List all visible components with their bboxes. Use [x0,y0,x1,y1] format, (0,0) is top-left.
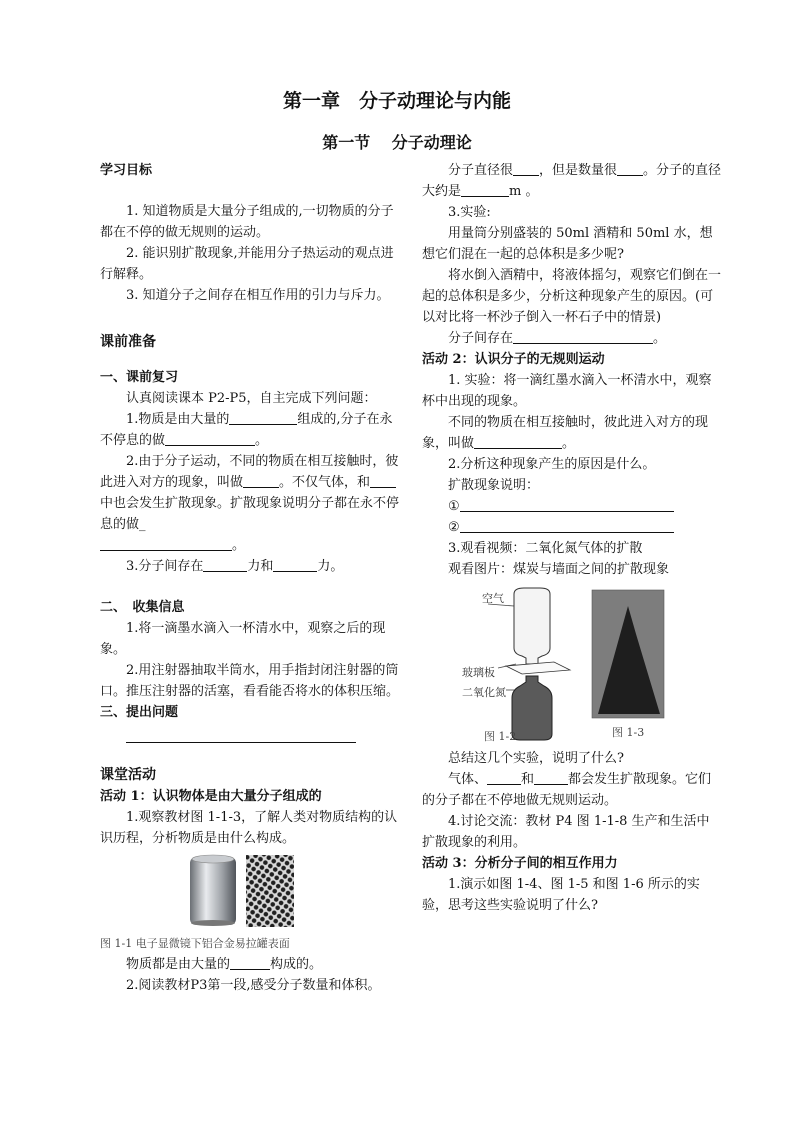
blank[interactable] [100,536,232,551]
activity-1-conclusion [100,954,400,975]
can-and-surface-image [100,853,400,929]
label-no2: 二氧化氮 [462,686,506,699]
label-air: 空气 [482,592,504,605]
activity-1-heading: 活动 1：认识物体是由大量分子组成的 [100,789,322,804]
question-2 [100,451,400,556]
experiment-1: 用量筒分别盛装的 50ml 酒精和 50ml 水，想想它们混在一起的总体积是多少呢? [422,226,713,262]
question-3 [100,556,400,577]
blank[interactable] [487,770,521,785]
goal-1: 1. 知道物质是大量分子组成的,一切物质的分子都在不停的做无规则的运动。 [100,204,394,240]
molecule-size-question [422,160,722,202]
blank[interactable] [461,182,509,197]
activity-2-heading: 活动 2：认识分子的无规则运动 [422,352,605,367]
blank[interactable] [243,473,279,488]
q1-text-a: 1.物质是由大量的 [126,412,230,427]
activity-1-item-2: 2.阅读教材P3第一段,感受分子数量和体积。 [126,978,381,993]
blank[interactable] [474,434,562,449]
right-column [422,160,722,916]
collect-1: 1.将一滴墨水滴入一杯清水中，观察之后的现象。 [100,621,386,657]
can-figure [100,853,400,933]
q3-text-b: 力和 [247,559,274,574]
r1-text-d: m 。 [509,184,539,199]
marker-1: ① [448,499,460,514]
microscope-surface-image [246,855,294,927]
summary-answer [422,769,722,811]
gap-question [422,328,722,349]
conc-text-a: 物质都是由大量的 [126,957,231,972]
section-title: 第一节 分子动理论 [322,133,472,152]
goals-heading: 学习目标 [100,163,153,178]
marker-2-line [422,517,722,538]
q1-text-c: 。 [255,433,269,448]
label-glass-plate: 玻璃板 [462,666,495,679]
goal-3: 3. 知道分子之间存在相互作用的引力与斥力。 [126,288,390,303]
experiment-2: 将水倒入酒精中，将液体摇匀，观察它们倒在一起的总体积是多少，分析这种现象产生的原因。(可以对比将一杯沙子倒入一杯石子中的情景) [422,268,722,325]
figure-1-2-caption: 图 1-2 [484,730,517,743]
sum-text-a: 气体、 [448,772,488,787]
blank[interactable] [534,770,568,785]
act2-text-a: 不同的物质在相互接触时，彼此进入对方的现象，叫做 [422,415,709,451]
activity-2-item-2 [422,412,722,454]
q3-text-a: 3.分子间存在 [126,559,204,574]
r1-text-c: 。分子的直径大约是 [422,163,722,199]
sum-text-c: 都会发生扩散现象。它们的分子都在不停地做无规则运动。 [422,772,712,808]
question-1 [100,409,400,451]
class-heading: 课堂活动 [100,767,156,783]
marker-2: ② [448,520,460,535]
blank[interactable] [460,497,674,512]
ask-heading: 三、提出问题 [100,705,179,720]
q1-text-b: 组成的,分子在永不停息的做 [100,412,393,448]
blank[interactable] [273,557,317,572]
review-intro: 认真阅读课本 P2-P5，自主完成下列问题： [126,391,377,406]
review-heading: 一、课前复习 [100,370,179,385]
figure-1-3-caption: 图 1-3 [612,726,645,739]
activity-2-item-4: 扩散现象说明： [448,478,540,493]
activity-2-item-5: 3.观看视频：二氧化氮气体的扩散 [448,541,643,556]
chapter-title: 第一章 分子动理论与内能 [282,90,511,112]
collect-heading: 二、 收集信息 [100,600,185,615]
goal-2: 2. 能识别扩散现象,并能用分子热运动的观点进行解释。 [100,246,394,282]
conc-text-b: 构成的。 [270,957,323,972]
gap-text-b: 。 [653,331,667,346]
blank[interactable] [370,473,396,488]
blank[interactable] [230,955,270,970]
r1-text-b: ，但是数量很 [539,163,618,178]
activity-2-item-3: 2.分析这种现象产生的原因是什么。 [448,457,656,472]
activity-1-item-1: 1.观察教材图 1-1-3，了解人类对物质结构的认识历程，分析物质是由什么构成。 [100,810,398,846]
q2-text-c: 中也会发生扩散现象。扩散现象说明分子都在永不停息的做_ [100,496,400,532]
act2-text-b: 。 [562,436,576,451]
q2-text-b: 。不仅气体，和 [279,475,371,490]
left-column [100,160,400,996]
blank[interactable] [617,161,643,176]
blank[interactable] [513,329,653,344]
blank[interactable] [165,431,255,446]
collect-2: 2.用注射器抽取半筒水，用手指封闭注射器的筒口。推压注射器的活塞，看看能否将水的体积压缩。 [100,663,400,699]
blank[interactable] [460,518,674,533]
figure-1-1-caption: 图 1-1 电子显微镜下铝合金易拉罐表面 [100,937,290,950]
gap-text-a: 分子间存在 [448,331,514,346]
q3-text-c: 力。 [317,559,344,574]
blank[interactable] [513,161,539,176]
blank[interactable] [203,557,247,572]
sum-text-b: 和 [521,772,535,787]
activity-3-item-1: 1.演示如图 1-4、图 1-5 和图 1-6 所示的实验，思考这些实验说明了什么? [422,877,700,913]
experiment-heading: 3.实验: [448,205,491,220]
prep-heading: 课前准备 [100,334,156,350]
activity-2-item-1: 1. 实验：将一滴红墨水滴入一杯清水中，观察杯中出现的现象。 [422,373,712,409]
summary-question: 总结这几个实验，说明了什么? [448,751,624,766]
r1-text-a: 分子直径很 [448,163,514,178]
discussion-item: 4.讨论交流：教材 P4 图 1-1-8 生产和生活中扩散现象的利用。 [422,814,710,850]
blank[interactable] [229,410,297,425]
q2-text-a: 2.由于分子运动，不同的物质在相互接触时，彼此进入对方的现象，叫做 [100,454,399,490]
diffusion-figures [422,584,722,748]
aluminum-can-image [190,855,236,926]
q2-text-d: 。 [232,538,246,553]
activity-3-heading: 活动 3：分析分子间的相互作用力 [422,856,618,871]
marker-1-line [422,496,722,517]
activity-2-item-6: 观看图片：煤炭与墙面之间的扩散现象 [448,562,670,577]
